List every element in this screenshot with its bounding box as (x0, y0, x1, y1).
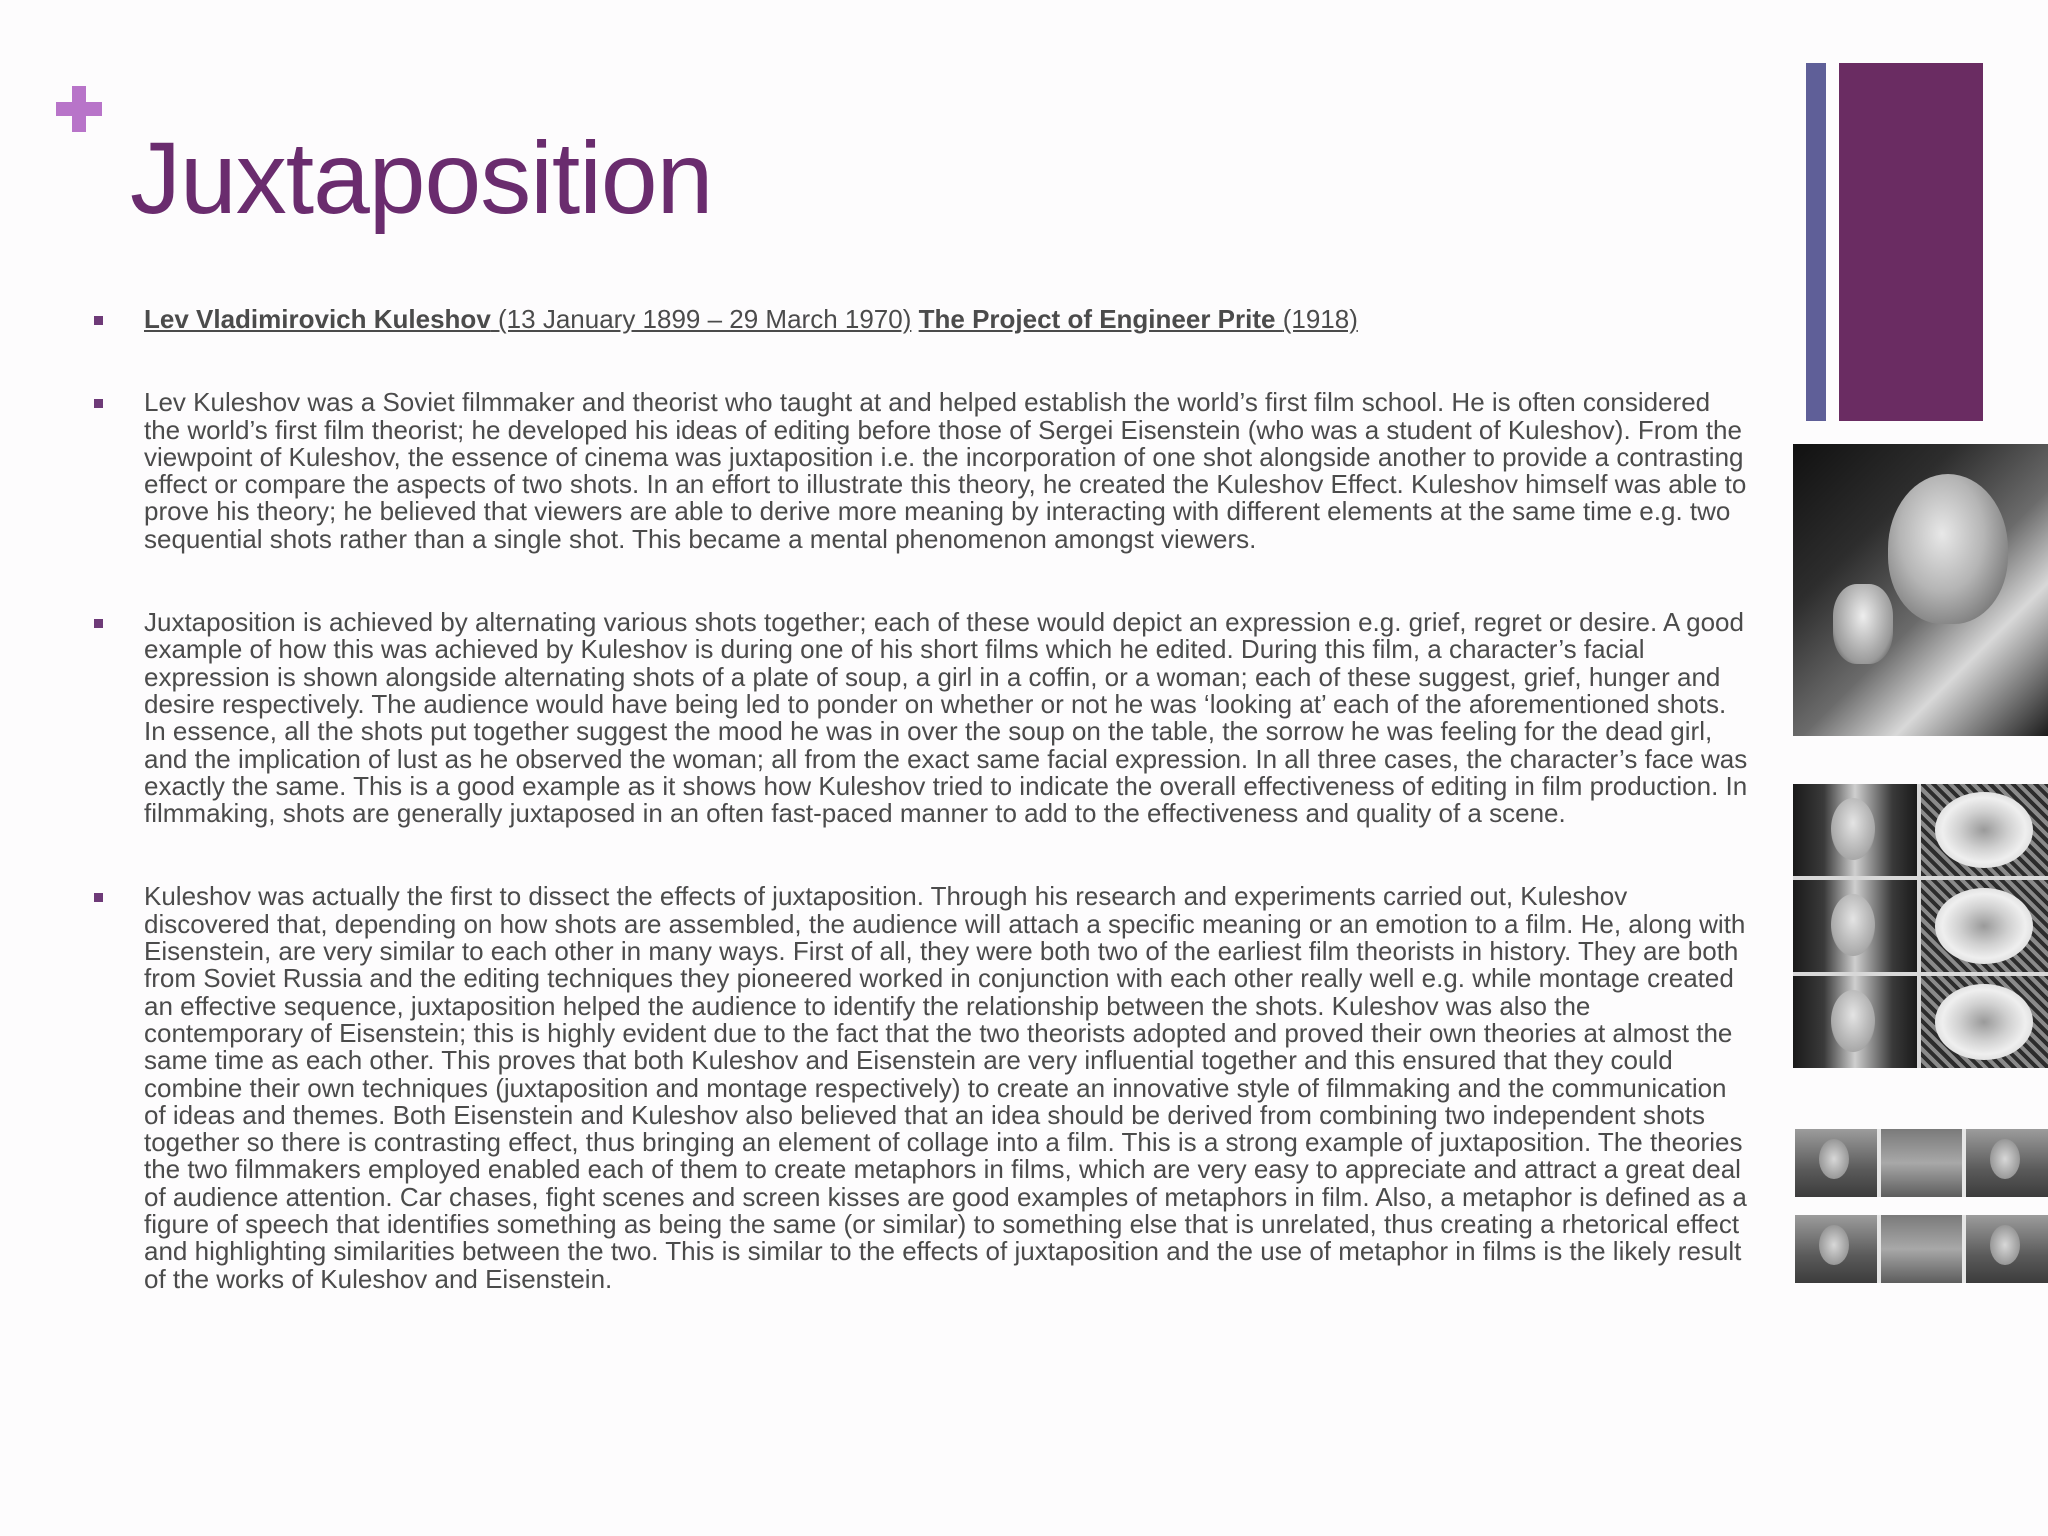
strip-frame-face (1966, 1129, 2048, 1197)
bullet-square-icon (94, 316, 103, 325)
plate-frame (1921, 880, 2048, 972)
slide-content (90, 300, 1750, 1293)
kuleshov-portrait-image (1793, 444, 2048, 736)
film-year: (1918) (1282, 304, 1358, 334)
film-strip-image-1 (1795, 1129, 2048, 1197)
bullet-paragraph-3 (90, 883, 1750, 1292)
strip-frame-face (1795, 1129, 1877, 1197)
kuleshov-link[interactable] (144, 304, 911, 334)
kuleshov-name: Lev Vladimirovich Kuleshov (144, 304, 491, 334)
decorative-bar-thin (1806, 63, 1826, 421)
plus-icon (50, 80, 108, 138)
paragraph-text: Lev Kuleshov was a Soviet filmmaker and theorist who taught at and helped establish the world’s first film school. He is often considered the world’s first film theorist; he developed his ideas of editing before those of Sergei Eisenstein (who was a student of Kuleshov). From the viewpoint of Kuleshov, the essence of cinema was juxtaposition i.e. the incorporation of one shot alongside another to provide a contrasting effect or compare the aspects of two shots. In an effort to illustrate this theory, he created the Kuleshov Effect. Kuleshov himself was able to prove his theory; he believed that viewers are able to derive more meaning by interacting with different elements at the same time e.g. two sequential shots rather than a single shot. This became a mental phenomenon amongst viewers. (144, 387, 1747, 554)
bullet-square-icon (94, 399, 103, 408)
strip-frame-face (1966, 1215, 2048, 1283)
paragraph-text: Kuleshov was actually the first to dissect the effects of juxtaposition. Through his research and experiments carried out, Kuleshov discovered that, depending on how shots are assembled, the audience will attach a specific meaning or an emotion to a film. He, along with Eisenstein, are very similar to each other in many ways. First of all, they were both two of the earliest film theorists in history. They are both from Soviet Russia and the editing techniques they pioneered worked in conjunction with each other really well e.g. while montage created an effective sequence, juxtaposition helped the audience to identify the relationship between the shots. Kuleshov was also the contemporary of Eisenstein; this is highly evident due to the fact that the two theorists adopted and proved their own theories at almost the same time as each other. This proves that both Kuleshov and Eisenstein are very influential together and this ensured that they could combine their own techniques (juxtaposition and montage respectively) to create an innovative style of filmmaking and the communication of ideas and themes. Both Eisenstein and Kuleshov also believed that an idea should be derived from combining two independent shots together so there is contrasting effect, thus bringing an element of collage into a film. This is a strong example of juxtaposition. The theories the two filmmakers employed enabled each of them to create metaphors in films, which are very easy to appreciate and attract a great deal of audience attention. Car chases, fight scenes and screen kisses are good examples of metaphors in film. Also, a metaphor is defined as a figure of speech that identifies something as being the same (or similar) to something else that is unrelated, thus creating a rhetorical effect and highlighting similarities between the two. This is similar to the effects of juxtaposition and the use of metaphor in films is the likely result of the works of Kuleshov and Eisenstein. (144, 881, 1747, 1294)
slide-title: Juxtaposition (130, 121, 713, 235)
film-strip-image-2 (1795, 1215, 2048, 1283)
plate-frame (1921, 784, 2048, 876)
paragraph-text: Juxtaposition is achieved by alternating various shots together; each of these would depict an expression e.g. grief, regret or desire. A good example of how this was achieved by Kuleshov is during one of his short films which he edited. During this film, a character’s facial expression is shown alongside alternating shots of a plate of soup, a girl in a coffin, or a woman; each of these suggest, grief, hunger and desire respectively. The audience would have being led to ponder on whether or not he was ‘looking at’ each of the aforementioned shots. In essence, all the shots put together suggest the mood he was in over the soup on the table, the sorrow he was feeling for the dead girl, and the implication of lust as he observed the woman; all from the exact same facial expression. In all three cases, the character’s face was exactly the same. This is a good example as it shows how Kuleshov tried to indicate the overall effectiveness of editing in film production. In filmmaking, shots are generally juxtaposed in an often fast-paced manner to add to the effectiveness and quality of a scene. (144, 607, 1748, 829)
film-title: The Project of Engineer Prite (918, 304, 1276, 334)
kuleshov-dates: (13 January 1899 – 29 March 1970) (498, 304, 912, 334)
bullet-square-icon (94, 619, 103, 628)
bullet-paragraph-2 (90, 609, 1750, 827)
bullet-paragraph-1 (90, 389, 1750, 553)
strip-frame-scene (1881, 1129, 1963, 1197)
kuleshov-effect-grid-image (1793, 784, 2048, 1068)
portrait-hand (1833, 584, 1893, 664)
film-link[interactable] (919, 304, 1358, 334)
girl-face-frame (1793, 976, 1917, 1068)
girl-face-frame (1793, 784, 1917, 876)
strip-frame-scene (1881, 1215, 1963, 1283)
strip-frame-face (1795, 1215, 1877, 1283)
plate-frame (1921, 976, 2048, 1068)
portrait-face (1888, 474, 2008, 624)
decorative-bar-wide (1839, 63, 1983, 421)
header-bullet (90, 306, 1750, 333)
girl-face-frame (1793, 880, 1917, 972)
bullet-square-icon (94, 893, 103, 902)
